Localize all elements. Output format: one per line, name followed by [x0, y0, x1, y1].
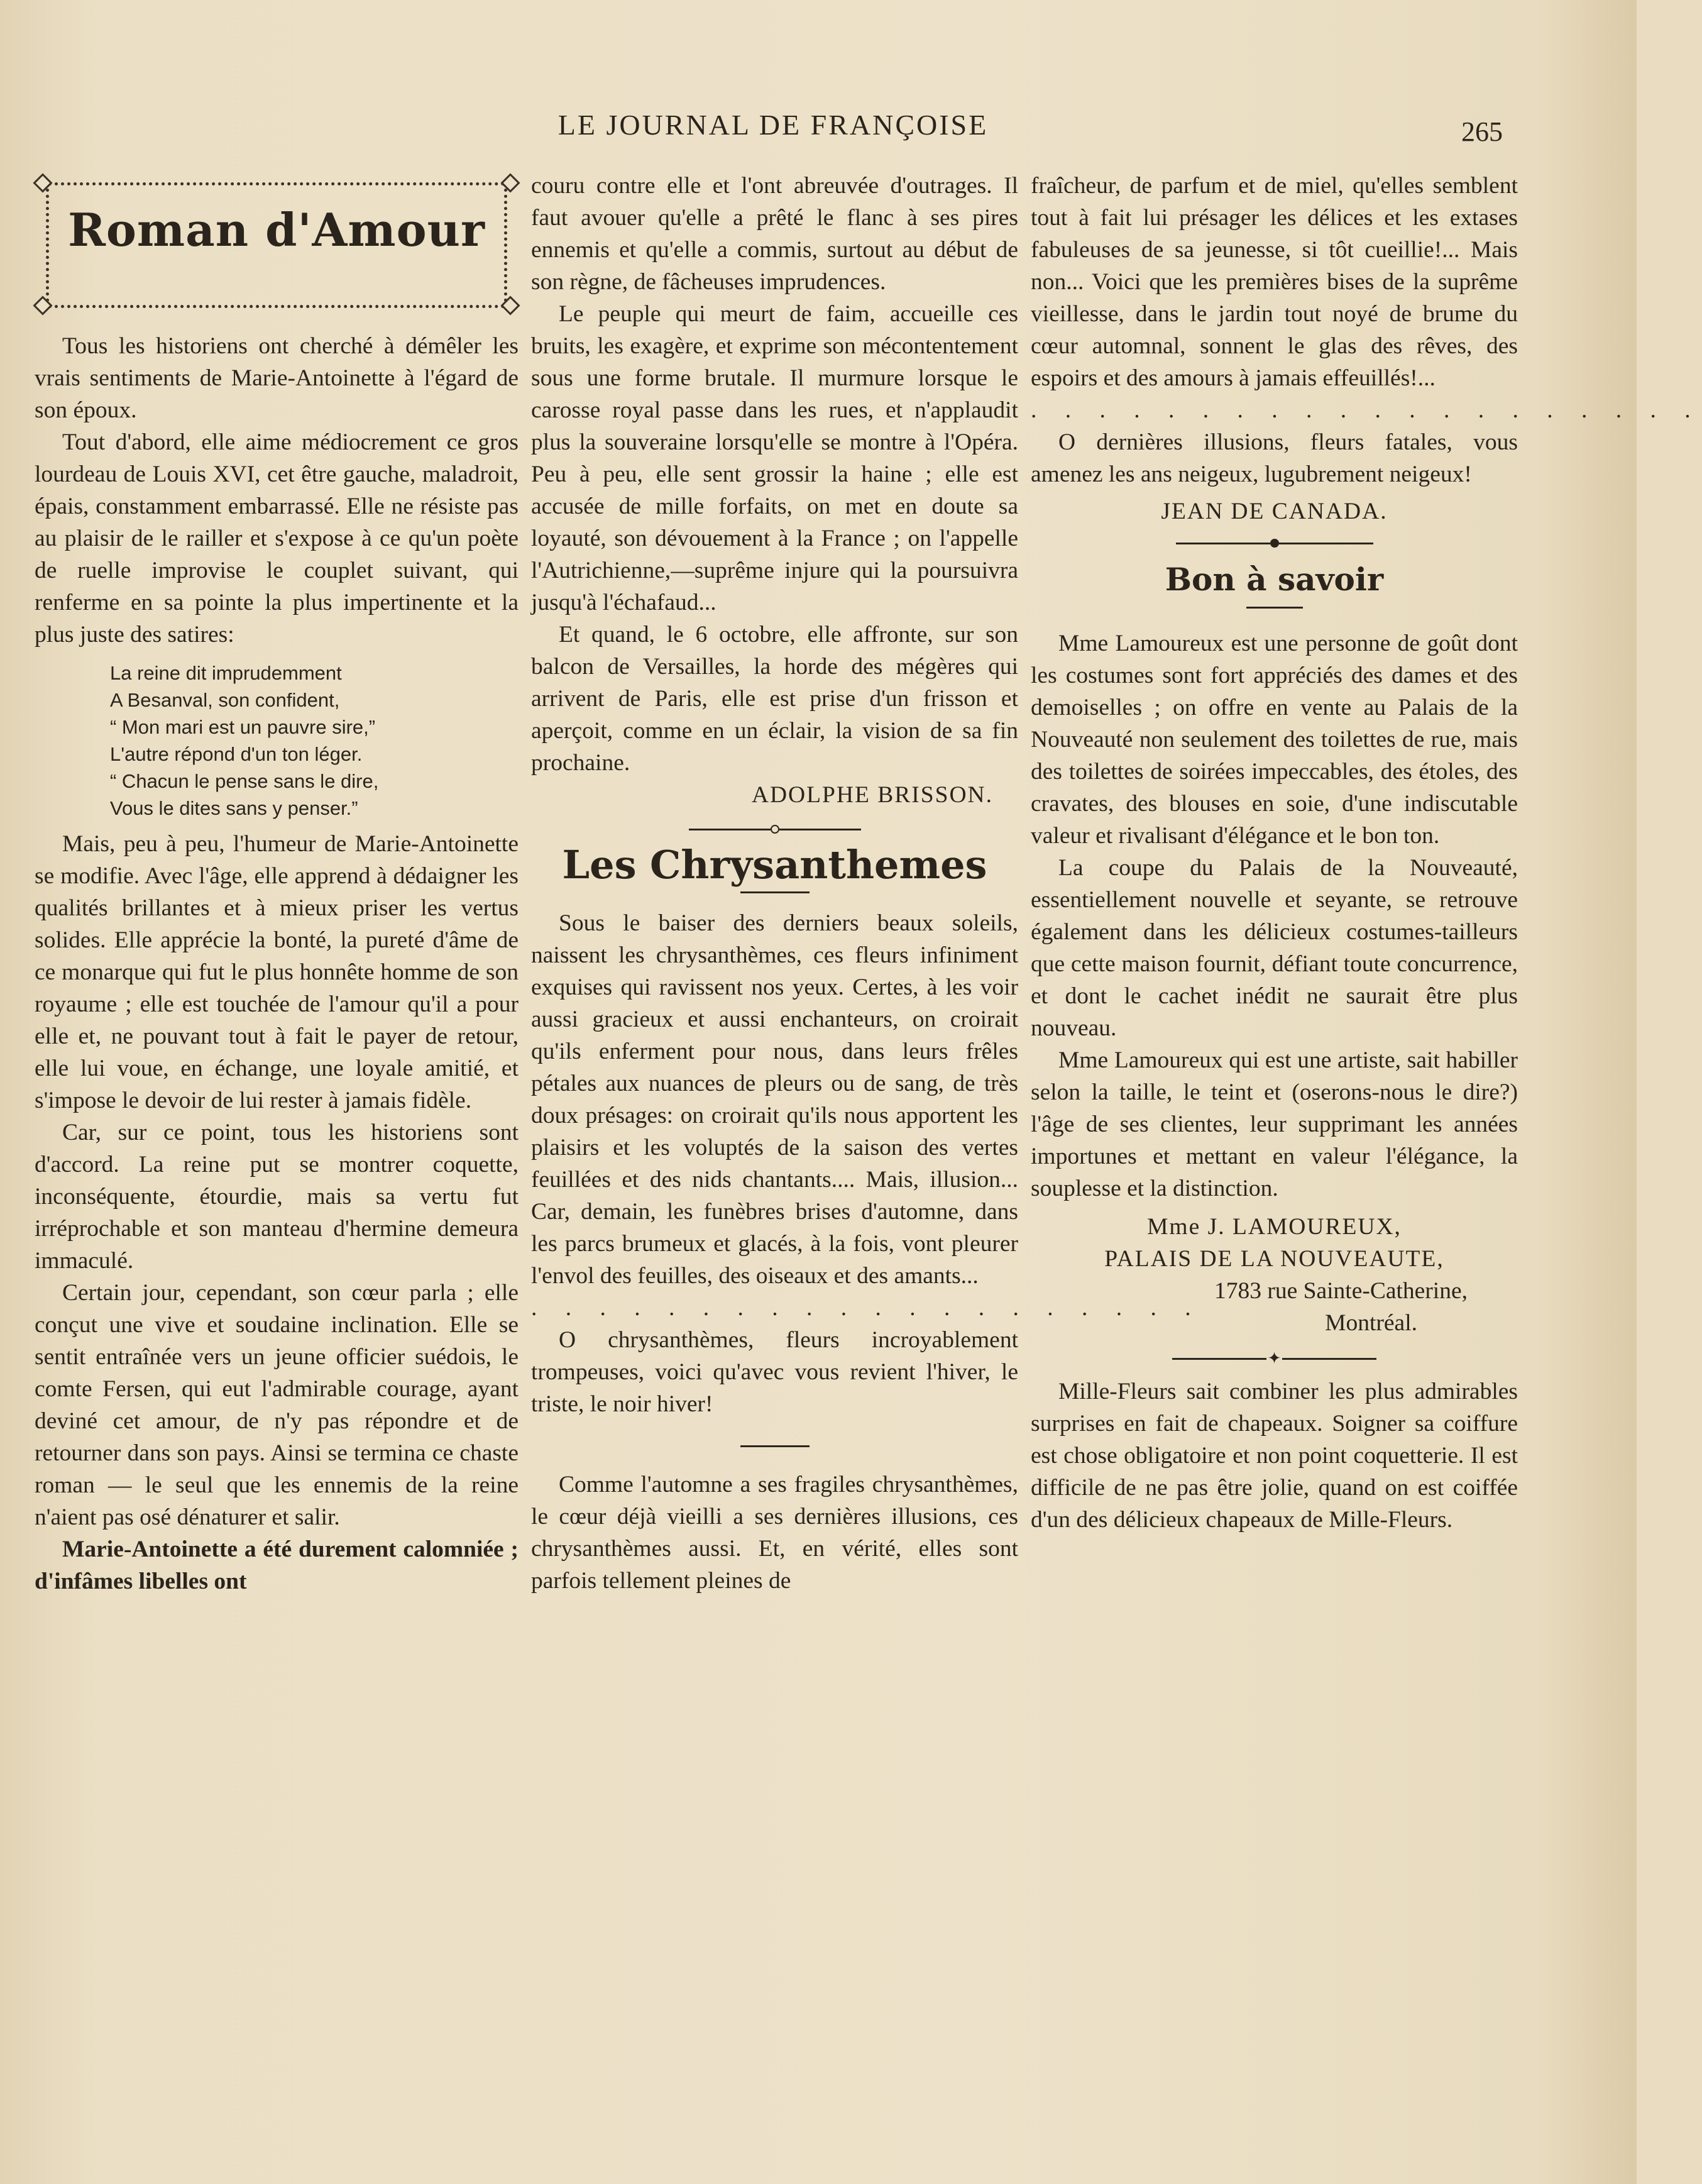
rule-line — [740, 1445, 810, 1447]
running-header — [0, 108, 1637, 146]
paragraph: Le peuple qui meurt de faim, accueille ces bruits, les exagère, et exprime son mécontentement sous une forme brutale. Il murmure lorsque le carosse royal passe dans les rues, et n'applaudit plus la souveraine lorsqu'elle se montre à l'Opéra. Peu à peu, elle sent grossir la haine ; elle est accusée de mille forfaits, on met en doute sa loyauté, son dévouement à la France ; on l'appelle l'Autrichienne,—suprême injure qui la poursuivra jusqu'à l'échafaud... — [531, 301, 1018, 615]
column-2 — [531, 170, 1202, 1597]
paragraph: Mme Lamoureux qui est une artiste, sait habiller selon la taille, le teint et (oserons-nous le dire?) l'âge de ses clientes, leur supprimant les années importunes et mettant en valeur l'élégance, la souplesse et la distinction. — [1031, 1047, 1518, 1201]
separator-rule — [531, 1445, 1018, 1447]
paragraph: O dernières illusions, fleurs fatales, vous amenez les ans neigeux, lugubrement neigeux! — [1031, 429, 1518, 487]
signature: ADOLPHE BRISSON. — [751, 782, 993, 808]
rule-line — [689, 829, 771, 830]
running-title: LE JOURNAL DE FRANÇOISE — [557, 109, 989, 141]
paragraph: Tout d'abord, elle aime médiocrement ce gros lourdeau de Louis XVI, cet être gauche, maladroit, épais, constamment embarrassé. Elle ne résiste pas au plaisir de le railler et s'expose à ce qu'un poète de ruelle improvise le couplet suivant, qui renferme en sa pointe la plus impertinente et la plus juste des satires: — [35, 429, 519, 648]
chrysanthemes-title: Les Chrysanthemes — [562, 842, 987, 888]
diamond-ornament — [33, 173, 52, 192]
title-underline — [1031, 607, 1518, 609]
page-number: 265 — [1461, 116, 1503, 147]
ornament-rule — [531, 825, 1018, 834]
box-border-bottom — [42, 305, 511, 308]
address-city: Montréal. — [1325, 1310, 1417, 1336]
rule-line — [1172, 1358, 1266, 1360]
signature-business: PALAIS DE LA NOUVEAUTE, — [1104, 1246, 1444, 1272]
paragraph: couru contre elle et l'ont abreuvée d'outrages. Il faut avouer qu'elle a prêté le flanc à ses pires ennemis et qu'elle a commis, surtout au début de son règne, de fâcheuses imprudences. — [531, 173, 1018, 295]
title-underline — [531, 891, 1018, 893]
dot-ornament — [1270, 539, 1279, 548]
rule-line — [1279, 543, 1373, 544]
rule-line — [1176, 543, 1270, 544]
poem — [110, 659, 519, 822]
poem-line: L'autre répond d'un ton léger. — [110, 743, 363, 765]
paragraph: Comme l'automne a ses fragiles chrysanthèmes, le cœur déjà vieilli a ses dernières illusions, ces chrysanthèmes aussi. Et, en vérité, elles sont parfois tellement pleines de — [531, 1472, 1018, 1594]
cross-ornament: ✦ — [1267, 1349, 1282, 1367]
bon-a-savoir-title: Bon à savoir — [1165, 561, 1384, 598]
paragraph: O chrysanthèmes, fleurs incroyablement trompeuses, voici qu'avec vous revient l'hiver, le triste, le noir hiver! — [531, 1327, 1018, 1417]
poem-line: “ Mon mari est un pauvre sire,” — [110, 716, 376, 738]
dotted-separator: . . . . . . . . . . . . . . . . . . . . — [531, 1295, 1202, 1321]
poem-line: Vous le dites sans y penser.” — [110, 797, 358, 819]
roman-title: Roman d'Amour — [68, 203, 485, 256]
paragraph: Car, sur ce point, tous les historiens sont d'accord. La reine put se montrer coquette, inconséquente, étourdie, mais sa vertu fut irréprochable et son manteau d'hermine demeura immaculé. — [35, 1120, 519, 1274]
column-1 — [35, 170, 519, 1597]
box-border-top — [42, 182, 511, 185]
roman-title-box — [35, 170, 519, 324]
ring-ornament — [771, 825, 779, 834]
paragraph: La coupe du Palais de la Nouveauté, essentiellement nouvelle et seyante, se retrouve également dans les délicieux costumes-tailleurs que cette maison fournit, défiant toute concurrence, et dont le cachet inédit ne saurait être plus nouveau. — [1031, 855, 1518, 1041]
poem-line: A Besanval, son confident, — [110, 689, 340, 711]
paragraph: Et quand, le 6 octobre, elle affronte, sur son balcon de Versailles, la horde des mégères qui arrivent de Paris, elle est prise d'un frisson et aperçoit, comme en un éclair, la vision de sa fin prochaine. — [531, 622, 1018, 776]
diamond-ornament — [33, 295, 52, 315]
paragraph: Mme Lamoureux est une personne de goût dont les costumes sont fort appréciés des dames et des demoiselles ; on offre en vente au Palais de la Nouveauté non seulement des toilettes de rue, mais des toilettes de soirées impeccables, des étoles, des cravates, des blouses en soie, d'une indiscutable valeur et rivalisant d'élégance et le bon ton. — [1031, 631, 1518, 849]
rule-line — [1246, 607, 1303, 609]
rule-line — [1282, 1358, 1376, 1360]
dotted-separator: . . . . . . . . . . . . . . . . . . . . — [1031, 397, 1702, 423]
paragraph: Marie-Antoinette a été durement calomniée ; d'infâmes libelles ont — [35, 1536, 519, 1594]
paragraph: fraîcheur, de parfum et de miel, qu'elles semblent tout à fait lui présager les délices et les extases fabuleuses de sa jeunesse, si tôt cueillie!... Mais non... Voici que les premières bises de la suprême vieillesse, dans le jardin tout noyé de brume du cœur automnal, sonnent le glas des rêves, des espoirs et des amours à jamais effeuillés!... — [1031, 173, 1518, 391]
paragraph: Tous les historiens ont cherché à démêler les vrais sentiments de Marie-Antoinette à l'égard de son époux. — [35, 333, 519, 423]
column-3 — [1031, 170, 1702, 1536]
poem-line: La reine dit imprudemment — [110, 662, 342, 684]
rule-line — [779, 829, 861, 830]
address-street: 1783 rue Sainte-Catherine, — [1214, 1278, 1468, 1304]
paragraph: Mille-Fleurs sait combiner les plus admirables surprises en fait de chapeaux. Soigner sa coiffure est chose obligatoire et non point coquetterie. Il est difficile de ne pas être jolie, quand on est coiffée d'un des délicieux chapeaux de Mille-Fleurs. — [1031, 1379, 1518, 1533]
ornament-rule — [1031, 1350, 1518, 1367]
paragraph: Sous le baiser des derniers beaux soleils, naissent les chrysanthèmes, ces fleurs infiniment exquises qui ravissent nos yeux. Certes, à les voir aussi gracieux et aussi enchanteurs, on croirait qu'ils enferment pour nous, dans leurs frêles pétales aux nuances de pleurs ou de sang, de très doux présages: on croirait qu'ils nous apportent les plaisirs et les voluptés de la saison des vertes feuillées et des nids chantants.... Mais, illusion... Car, demain, les funèbres brises d'automne, dans les parcs brumeux et glacés, à la fois, vont pleurer l'envol des feuilles, des oiseaux et des amants... — [531, 910, 1018, 1289]
signature: JEAN DE CANADA. — [1161, 499, 1388, 524]
poem-line: “ Chacun le pense sans le dire, — [110, 770, 379, 792]
paragraph: Certain jour, cependant, son cœur parla ; elle conçut une vive et soudaine inclination. Elle se sentit entraînée vers un jeune officier suédois, le comte Fersen, qui eut l'admirable courage, ayant deviné cet amour, de n'y pas répondre et de retourner dans son pays. Ainsi se termina ce chaste roman — le seul que les ennemis de la reine n'aient pas osé dénaturer et salir. — [35, 1280, 519, 1530]
paragraph: Mais, peu à peu, l'humeur de Marie-Antoinette se modifie. Avec l'âge, elle apprend à dédaigner les qualités brillantes et à mieux priser les vertus solides. Elle apprécie la bonté, la pureté d'âme de ce monarque qui fut le plus honnête homme de son royaume ; elle est touchée de l'amour qu'il a pour elle et, ne pouvant tout à fait le payer de retour, elle lui voue, en échange, une loyale amitié, et s'impose le devoir de lui rester à jamais fidèle. — [35, 831, 519, 1113]
signature-name: Mme J. LAMOUREUX, — [1147, 1214, 1402, 1240]
ornament-rule — [1031, 539, 1518, 548]
rule-line — [740, 891, 810, 893]
